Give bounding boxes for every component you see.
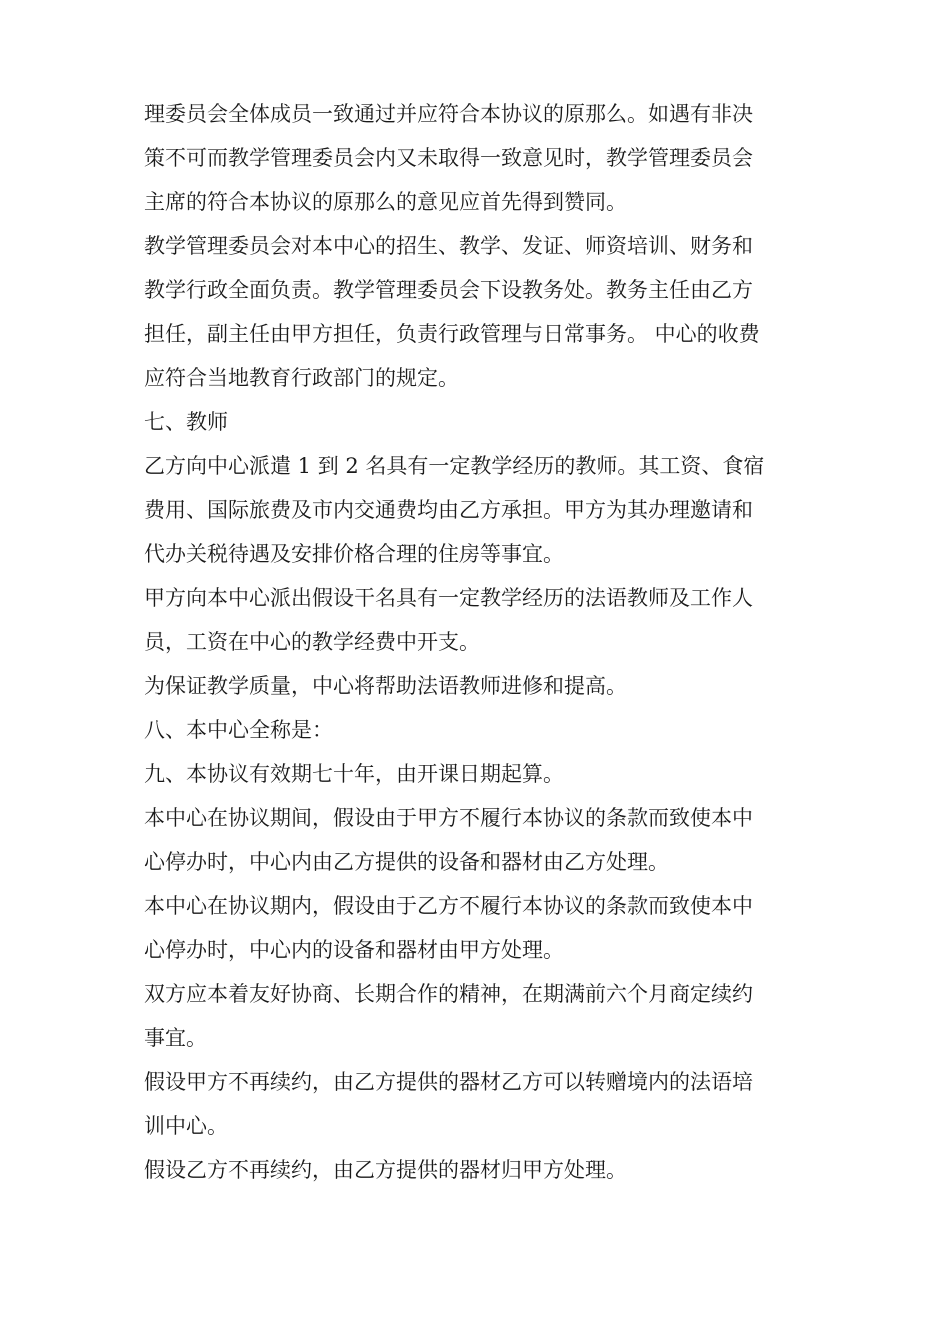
- paragraph-party-b-breach: [144, 884, 809, 972]
- text-line: 主席的符合本协议的原那么的意见应首先得到赞同。: [144, 190, 627, 214]
- paragraph-committee-responsibilities: [144, 224, 809, 400]
- section-heading-teachers: [144, 400, 809, 444]
- text-line: 甲方向本中心派出假设干名具有一定教学经历的法语教师及工作人: [144, 586, 753, 610]
- section-heading: 七、教师: [144, 410, 228, 434]
- section-heading: 八、本中心全称是：: [144, 718, 333, 742]
- text-line: 事宜。: [144, 1026, 207, 1050]
- paragraph-party-a-no-renewal: [144, 1060, 809, 1148]
- paragraph-teaching-quality: [144, 664, 809, 708]
- paragraph-party-b-teachers: [144, 444, 809, 576]
- document-page: [144, 92, 809, 1192]
- text-line: 假设乙方不再续约，由乙方提供的器材归甲方处理。: [144, 1158, 627, 1182]
- text-line: 双方应本着友好协商、长期合作的精神，在期满前六个月商定续约: [144, 982, 753, 1006]
- text-line: 员，工资在中心的教学经费中开支。: [144, 630, 480, 654]
- text-line: 乙方向中心派遣 1 到 2 名具有一定教学经历的教师。其工资、食宿: [144, 454, 765, 478]
- text-line: 担任，副主任由甲方担任，负责行政管理与日常事务。 中心的收费: [144, 322, 760, 346]
- text-line: 心停办时，中心内由乙方提供的设备和器材由乙方处理。: [144, 850, 669, 874]
- text-line: 教学管理委员会对本中心的招生、教学、发证、师资培训、财务和: [144, 234, 753, 258]
- text-line: 理委员会全体成员一致通过并应符合本协议的原那么。如遇有非决: [144, 102, 753, 126]
- paragraph-committee-unanimity: [144, 92, 809, 224]
- text-line: 教学行政全面负责。教学管理委员会下设教务处。教务主任由乙方: [144, 278, 753, 302]
- text-line: 为保证教学质量，中心将帮助法语教师进修和提高。: [144, 674, 627, 698]
- section-heading: 九、本协议有效期七十年，由开课日期起算。: [144, 762, 564, 786]
- text-line: 代办关税待遇及安排价格合理的住房等事宜。: [144, 542, 564, 566]
- section-heading-center-name: [144, 708, 809, 752]
- paragraph-renewal: [144, 972, 809, 1060]
- text-line: 心停办时，中心内的设备和器材由甲方处理。: [144, 938, 564, 962]
- paragraph-party-a-breach: [144, 796, 809, 884]
- text-line: 策不可而教学管理委员会内又未取得一致意见时，教学管理委员会: [144, 146, 753, 170]
- text-line: 本中心在协议期间，假设由于甲方不履行本协议的条款而致使本中: [144, 806, 753, 830]
- section-heading-validity: [144, 752, 809, 796]
- paragraph-party-b-no-renewal: [144, 1148, 809, 1192]
- text-line: 本中心在协议期内，假设由于乙方不履行本协议的条款而致使本中: [144, 894, 753, 918]
- text-line: 训中心。: [144, 1114, 228, 1138]
- paragraph-party-a-teachers: [144, 576, 809, 664]
- text-line: 应符合当地教育行政部门的规定。: [144, 366, 459, 390]
- text-line: 假设甲方不再续约，由乙方提供的器材乙方可以转赠境内的法语培: [144, 1070, 753, 1094]
- text-line: 费用、国际旅费及市内交通费均由乙方承担。甲方为其办理邀请和: [144, 498, 753, 522]
